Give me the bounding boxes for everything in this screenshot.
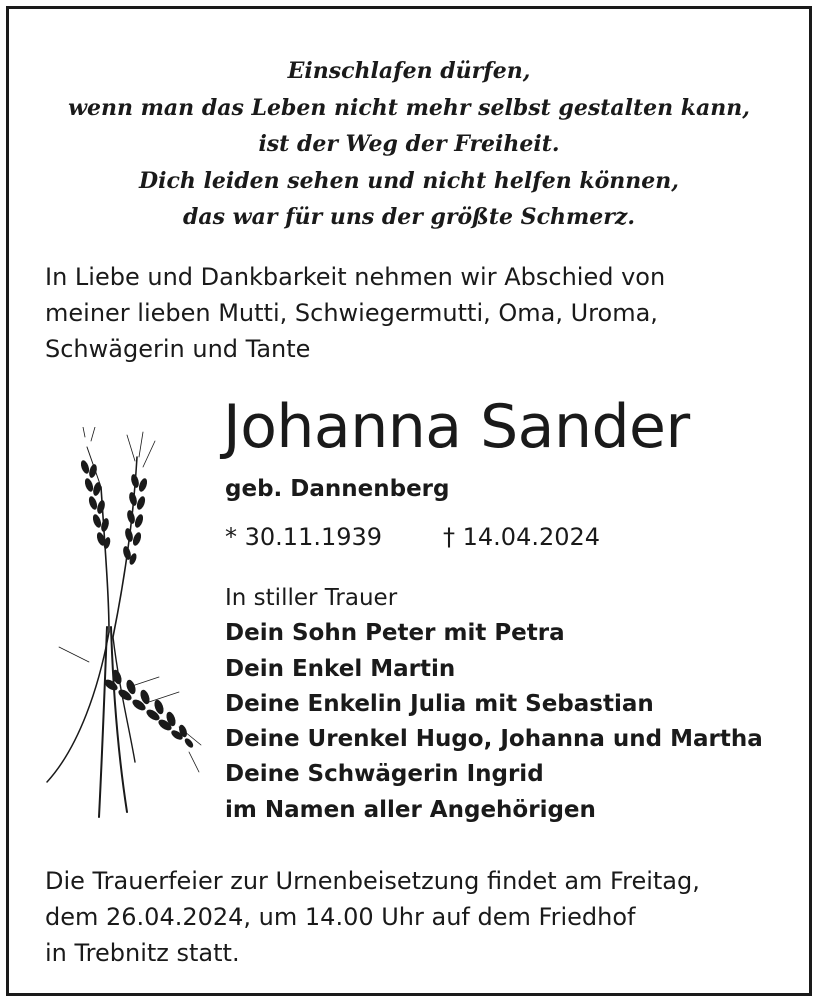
life-dates bbox=[225, 521, 601, 553]
death-date: † 14.04.2024 bbox=[443, 523, 601, 551]
funeral-notice-line: in Trebnitz statt. bbox=[45, 939, 240, 967]
poem-line: Einschlafen dürfen, bbox=[287, 58, 531, 84]
poem bbox=[9, 53, 809, 236]
wheat-ears-icon bbox=[39, 427, 209, 822]
mourner-line: Deine Schwägerin Ingrid bbox=[225, 761, 544, 788]
mourners-heading: In stiller Trauer bbox=[225, 585, 398, 611]
intro-text bbox=[45, 259, 785, 367]
birth-name: geb. Dannenberg bbox=[225, 476, 450, 502]
funeral-notice-line: Die Trauerfeier zur Urnenbeisetzung findet am Freitag, bbox=[45, 867, 700, 895]
obituary-frame bbox=[6, 6, 812, 996]
funeral-notice bbox=[45, 863, 785, 971]
mourners-list bbox=[225, 581, 763, 828]
poem-line: das war für uns der größte Schmerz. bbox=[183, 204, 635, 230]
deceased-name: Johanna Sander bbox=[223, 392, 690, 462]
birth-date: * 30.11.1939 bbox=[225, 523, 383, 551]
mourner-line: Deine Enkelin Julia mit Sebastian bbox=[225, 690, 654, 717]
mourner-line: Dein Enkel Martin bbox=[225, 655, 456, 682]
funeral-notice-line: dem 26.04.2024, um 14.00 Uhr auf dem Friedhof bbox=[45, 903, 636, 931]
intro-line: In Liebe und Dankbarkeit nehmen wir Abschied von bbox=[45, 263, 666, 291]
intro-line: meiner lieben Mutti, Schwiegermutti, Oma, Uroma, bbox=[45, 299, 658, 327]
mourner-line: im Namen aller Angehörigen bbox=[225, 796, 596, 823]
mourner-line: Deine Urenkel Hugo, Johanna und Martha bbox=[225, 726, 763, 753]
mourner-line: Dein Sohn Peter mit Petra bbox=[225, 620, 565, 647]
poem-line: Dich leiden sehen und nicht helfen können, bbox=[139, 167, 679, 194]
poem-line: wenn man das Leben nicht mehr selbst gestalten kann, bbox=[68, 94, 750, 121]
intro-line: Schwägerin und Tante bbox=[45, 335, 311, 363]
poem-line: ist der Weg der Freiheit. bbox=[258, 131, 560, 157]
